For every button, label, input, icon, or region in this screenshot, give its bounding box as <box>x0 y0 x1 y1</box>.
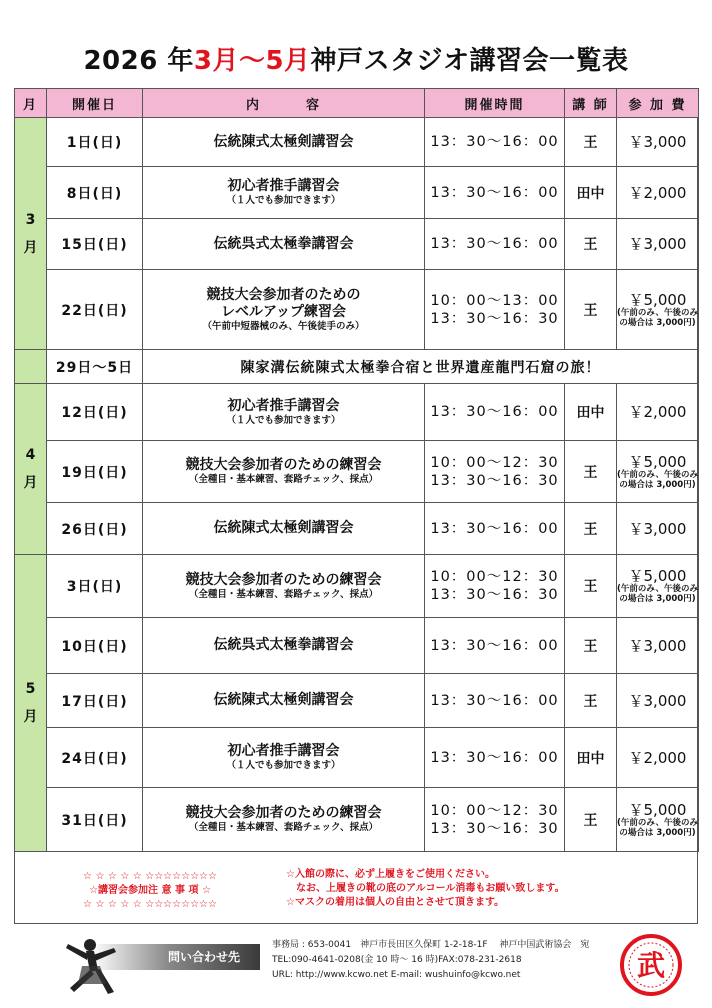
instructor-name: 王 <box>583 135 598 151</box>
time-text: 10：00～12：30 <box>430 454 559 471</box>
fee-note: (午前のみ、午後のみ <box>617 469 698 480</box>
table-row <box>15 503 699 555</box>
time-cell <box>425 618 565 674</box>
month-label: 月 <box>23 709 38 725</box>
date-cell <box>47 118 143 167</box>
content-cell <box>143 618 425 674</box>
fee-note: の場合は 3,000円) <box>619 827 696 838</box>
instructor-name: 王 <box>583 693 598 710</box>
month-label: 月 <box>23 239 38 256</box>
content-subtitle: （午前中短器械のみ、午後徒手のみ） <box>202 320 365 332</box>
date-cell <box>47 350 143 384</box>
content-cell <box>143 270 425 350</box>
instructor-name: 王 <box>583 638 598 655</box>
month-cell <box>15 350 47 384</box>
fee-amount: ￥5,000 <box>628 290 687 309</box>
instructor-cell <box>565 118 617 167</box>
instructor-name: 王 <box>583 521 598 538</box>
content-cell <box>143 219 425 270</box>
contact-phone: TEL:090-4641-0208(金 10 時～ 16 時)FAX:078-231-2618 <box>272 955 522 965</box>
table-row <box>15 788 699 852</box>
fee-cell <box>617 441 699 503</box>
fee-cell <box>617 270 699 350</box>
time-text: 13：30～16：00 <box>430 134 559 150</box>
date-text: 10日(日) <box>61 638 128 655</box>
time-text: 13：30～16：30 <box>430 310 559 327</box>
time-text: 13：30～16：00 <box>430 637 559 654</box>
fee-note: の場合は 3,000円) <box>619 479 696 490</box>
title-year: 2026 年 <box>83 46 194 76</box>
fee-cell <box>617 118 699 167</box>
fee-amount: ￥5,000 <box>628 567 687 585</box>
month-cell <box>15 384 47 555</box>
instructor-name: 王 <box>583 579 598 595</box>
special-event-cell <box>143 350 699 384</box>
content-title: 初心者推手講習会 <box>227 397 340 414</box>
header-instructor: 講 師 <box>565 89 617 118</box>
time-text: 13：30～16：30 <box>430 587 559 603</box>
title-rest: 神戸スタジオ講習会一覧表 <box>310 46 629 76</box>
contact-address: 事務局 : 653-0041 神戸市長田区久保町 1-2-18-1F 神戸中国武術協会 宛 <box>272 940 590 950</box>
date-text: 3日(日) <box>66 579 123 595</box>
date-text: 31日(日) <box>61 812 128 829</box>
contact-label: 問い合わせ先 <box>168 950 241 964</box>
time-cell <box>425 728 565 788</box>
content-subtitle: （全種目・基本練習、套路チェック、採点） <box>188 822 379 833</box>
fee-cell <box>617 618 699 674</box>
date-text: 8日(日) <box>66 185 123 202</box>
time-cell <box>425 384 565 441</box>
fee-note: の場合は 3,000円) <box>619 317 696 328</box>
time-text: 13：30～16：00 <box>430 404 559 420</box>
date-text: 1日(日) <box>66 135 123 151</box>
content-title: 伝統陳式太極剣講習会 <box>213 692 354 708</box>
fee-cell <box>617 167 699 219</box>
time-cell <box>425 118 565 167</box>
date-cell <box>47 788 143 852</box>
instructor-name: 王 <box>583 302 598 319</box>
notes-heading-block <box>60 870 240 912</box>
fee-cell <box>617 728 699 788</box>
instructor-name: 王 <box>583 464 598 481</box>
content-cell <box>143 118 425 167</box>
instructor-name: 王 <box>583 237 598 253</box>
fee-amount: ￥2,000 <box>628 748 687 767</box>
fee-amount: ￥2,000 <box>628 183 687 202</box>
instructor-cell <box>565 441 617 503</box>
content-cell <box>143 167 425 219</box>
date-cell <box>47 270 143 350</box>
time-text: 10：00～13：00 <box>430 292 559 309</box>
content-title: 競技大会参加者のための練習会 <box>185 457 382 473</box>
date-cell <box>47 441 143 503</box>
month-cell <box>15 555 47 852</box>
table-row <box>15 555 699 618</box>
fee-amount: ￥3,000 <box>628 235 687 253</box>
content-cell <box>143 503 425 555</box>
table-row <box>15 167 699 219</box>
special-event-text: 陳家溝伝統陳式太極拳合宿と世界遺産龍門石窟の旅！ <box>240 359 601 376</box>
time-text: 13：30～16：00 <box>430 236 559 252</box>
table-row <box>15 270 699 350</box>
fee-note: の場合は 3,000円) <box>619 594 696 604</box>
header-fee: 参 加 費 <box>617 89 699 118</box>
time-cell <box>425 441 565 503</box>
content-cell <box>143 674 425 728</box>
date-cell <box>47 503 143 555</box>
table-row <box>15 219 699 270</box>
instructor-cell <box>565 674 617 728</box>
content-title: 伝統呉式太極拳講習会 <box>213 235 354 252</box>
date-cell <box>47 167 143 219</box>
date-text: 22日(日) <box>61 302 128 319</box>
time-text: 10：00～12：30 <box>430 569 559 585</box>
content-title: 初心者推手講習会 <box>227 178 340 194</box>
fee-amount: ￥3,000 <box>628 691 687 710</box>
content-cell <box>143 728 425 788</box>
date-text: 17日(日) <box>61 693 128 710</box>
fee-amount: ￥3,000 <box>628 636 687 655</box>
time-cell <box>425 674 565 728</box>
table-row <box>15 728 699 788</box>
date-text: 19日(日) <box>61 464 128 481</box>
fee-cell <box>617 384 699 441</box>
time-cell <box>425 219 565 270</box>
content-title: 伝統呉式太極拳講習会 <box>213 637 354 653</box>
schedule-table <box>14 88 699 852</box>
martial-artist-silhouette-icon <box>60 936 130 998</box>
instructor-cell <box>565 384 617 441</box>
content-title: 伝統陳式太極剣講習会 <box>213 133 354 150</box>
table-row <box>15 441 699 503</box>
header-time: 開催時間 <box>425 89 565 118</box>
notes-stars-bottom: ☆ ☆ ☆ ☆ ☆ ☆☆☆☆☆☆☆☆ <box>83 899 217 910</box>
time-text: 13：30～16：30 <box>430 472 559 489</box>
title-range: 3月～5月 <box>193 46 311 76</box>
fee-amount: ￥2,000 <box>628 403 687 421</box>
content-title: 競技大会参加者のための練習会 <box>185 571 382 588</box>
instructor-name: 田中 <box>576 185 605 202</box>
note-item: ☆入館の際に、必ず上履きをご使用ください。 <box>286 869 495 880</box>
date-cell <box>47 219 143 270</box>
time-text: 10：00～12：30 <box>430 802 559 819</box>
time-cell <box>425 555 565 618</box>
fee-note: (午前のみ、午後のみ <box>617 307 698 318</box>
instructor-cell <box>565 270 617 350</box>
time-text: 13：30～16：00 <box>430 749 559 766</box>
time-cell <box>425 788 565 852</box>
content-cell <box>143 788 425 852</box>
table-row <box>15 674 699 728</box>
table-row <box>15 118 699 167</box>
content-title: 初心者推手講習会 <box>227 743 340 759</box>
content-cell <box>143 555 425 618</box>
notes-stars-top: ☆ ☆ ☆ ☆ ☆ ☆☆☆☆☆☆☆☆ <box>83 871 217 882</box>
time-text: 13：30～16：00 <box>430 692 559 709</box>
table-row <box>15 384 699 441</box>
date-cell <box>47 618 143 674</box>
content-title: 伝統陳式太極剣講習会 <box>213 520 354 536</box>
instructor-cell <box>565 555 617 618</box>
time-text: 13：30～16：00 <box>430 520 559 537</box>
instructor-cell <box>565 167 617 219</box>
fee-amount: ￥3,000 <box>628 519 687 538</box>
month-label: 5 <box>25 681 36 697</box>
fee-cell <box>617 219 699 270</box>
fee-cell <box>617 555 699 618</box>
time-cell <box>425 270 565 350</box>
time-text: 13：30～16：30 <box>430 820 559 837</box>
date-text: 26日(日) <box>61 521 128 538</box>
notes-list <box>286 868 696 910</box>
content-subtitle: （全種目・基本練習、套路チェック、採点） <box>188 474 379 485</box>
instructor-cell <box>565 219 617 270</box>
content-subtitle: （１人でも参加できます） <box>226 760 341 771</box>
month-cell <box>15 118 47 350</box>
instructor-name: 田中 <box>576 405 605 421</box>
fee-cell <box>617 503 699 555</box>
date-text: 15日(日) <box>61 237 128 253</box>
instructor-name: 田中 <box>576 750 605 767</box>
header-content: 内 容 <box>143 89 425 118</box>
table-header-row <box>15 89 699 118</box>
note-item: なお、上履きの靴の底のアルコール消毒もお願い致します。 <box>286 883 565 894</box>
date-text: 12日(日) <box>61 405 128 421</box>
fee-note: (午前のみ、午後のみ <box>617 817 698 828</box>
instructor-name: 王 <box>583 812 598 829</box>
fee-amount: ￥5,000 <box>628 800 687 819</box>
table-row <box>15 350 699 384</box>
date-text: 29日～5日 <box>55 359 134 376</box>
notes-heading: ☆講習会参加注 意 事 項 ☆ <box>89 885 211 896</box>
fee-cell <box>617 674 699 728</box>
time-cell <box>425 503 565 555</box>
date-cell <box>47 674 143 728</box>
instructor-cell <box>565 503 617 555</box>
content-title: 競技大会参加者のための練習会 <box>185 805 382 821</box>
logo-glyph: 武 <box>636 949 666 982</box>
footer <box>0 928 712 1008</box>
content-cell <box>143 441 425 503</box>
header-date: 開催日 <box>47 89 143 118</box>
time-cell <box>425 167 565 219</box>
contact-web: URL: http://www.kcwo.net E-mail: wushuinfo@kcwo.net <box>272 970 521 980</box>
page-title <box>0 40 712 80</box>
header-month: 月 <box>15 89 47 118</box>
fee-amount: ￥3,000 <box>628 133 687 151</box>
fee-amount: ￥5,000 <box>628 452 687 471</box>
time-text: 13：30～16：00 <box>430 184 559 201</box>
month-label: 4 <box>25 447 36 463</box>
instructor-cell <box>565 728 617 788</box>
fee-cell <box>617 788 699 852</box>
association-logo-icon <box>620 934 682 996</box>
content-title: 競技大会参加者のための レベルアップ練習会 <box>206 286 361 320</box>
date-cell <box>47 555 143 618</box>
notes-section <box>14 864 698 924</box>
fee-note: (午前のみ、午後のみ <box>617 584 698 594</box>
content-cell <box>143 384 425 441</box>
contact-info <box>272 938 632 983</box>
month-label: 3 <box>25 211 36 228</box>
note-item: ☆マスクの着用は個人の自由とさせて頂きます。 <box>286 897 505 908</box>
instructor-cell <box>565 788 617 852</box>
date-cell <box>47 728 143 788</box>
table-row <box>15 618 699 674</box>
date-cell <box>47 384 143 441</box>
instructor-cell <box>565 618 617 674</box>
date-text: 24日(日) <box>61 750 128 767</box>
content-subtitle: （１人でも参加できます） <box>226 195 341 206</box>
month-label: 月 <box>23 475 38 491</box>
content-subtitle: （全種目・基本練習、套路チェック、採点） <box>188 588 379 600</box>
content-subtitle: （１人でも参加できます） <box>226 414 341 426</box>
